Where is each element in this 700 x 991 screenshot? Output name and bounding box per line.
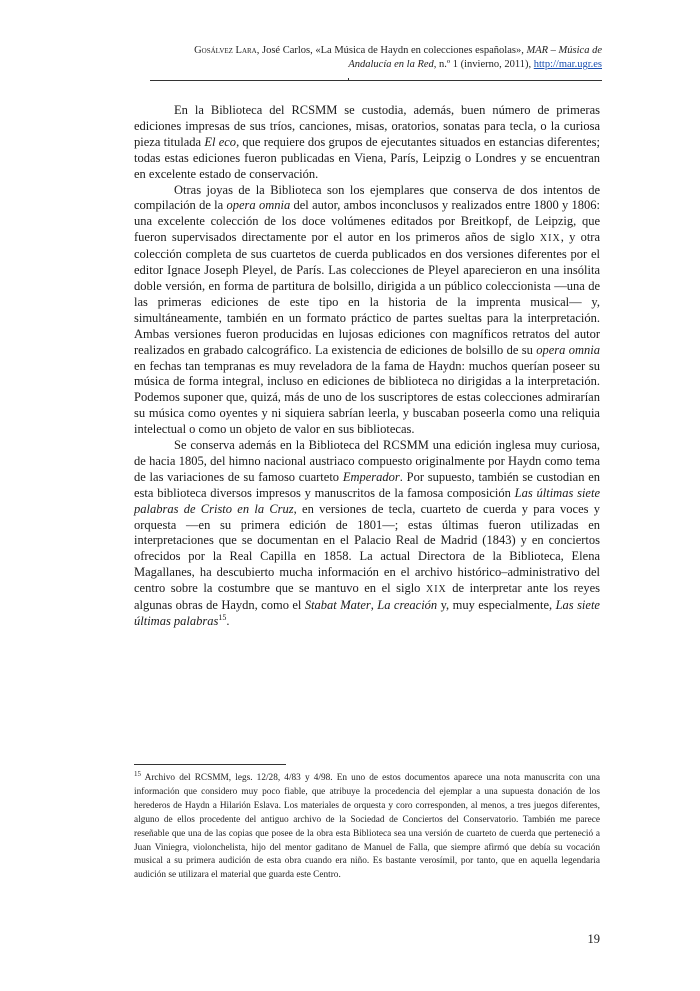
century-numeral: XIX — [425, 584, 447, 596]
work-title: Emperador — [342, 469, 400, 484]
footnote-text: Archivo del RCSMM, legs. 12/28, 4/83 y 4/98. En uno de estos documentos aparece una nota manuscrita con una información que considero muy poco fiable, que atribuye la procedencia del ejemplar a una supuesta donación de los herederos de Haydn a Hilarión Eslava. Los materiales de orquesta y coro corresponden, al menos, a tres juegos diferentes, alguno de ellos procedente del antiguo archivo de la Sociedad de Conciertos del Conservatorio. También me parece reseñable que una de las copias que posee de la obra esta Biblioteca sea una versión de cuarteto de cuerda que perteneció a Juan Viniegra, violonchelista, hijo del mentor gaditano de Manuel de Falla, que siempre afirmó que debía su vocación musical a su primera audición de esta obra cuando era niño. Es bastante verosímil, por tanto, que en aquella legendaria audición se utilizara el material que guarda este Centro. — [134, 773, 600, 881]
main-text — [134, 103, 600, 630]
header-journal-link[interactable]: http://mar.ugr.es — [533, 59, 602, 70]
header-divider — [150, 80, 602, 81]
footnote — [134, 769, 600, 883]
running-header — [150, 44, 602, 72]
header-divider-tick — [348, 78, 349, 81]
footnote-divider — [134, 764, 286, 765]
work-title: Stabat Mater — [304, 598, 371, 613]
work-title: La creación — [377, 598, 438, 613]
work-title: Las últimas siete palabras de Cristo en la Cruz — [134, 485, 600, 516]
header-citation: José Carlos, «La Música de Haydn en colecciones españolas», — [259, 45, 527, 56]
latin-term: opera omnia — [536, 342, 600, 357]
paragraph-3: Se conserva además en la Biblioteca del RCSMM una edición inglesa muy curiosa, de hacia 1805, del himno nacional austriaco compuesto originalmente por Haydn como tema de las variaciones de su famoso cuarteto Emperador. Por supuesto, también se custodian en esta biblioteca diversos impresos y manuscritos de la famosa composición Las últimas siete palabras de Cristo en la Cruz, en versiones de tecla, cuarteto de cuerda y para voces y orquesta —en su primera edición de 1801—; estas últimas fueron utilizadas en interpretaciones que se documentan en el Palacio Real de Madrid (1843) y en conciertos ofrecidos por la Real Capilla en 1858. La actual Directora de la Biblioteca, Elena Magallanes, ha descubierto mucha información en el archivo histórico–administrativo del centro sobre la costumbre que se mantuvo en el siglo XIX de interpretar ante los reyes algunas obras de Haydn, como el Stabat Mater, La creación y, muy especialmente, Las siete últimas palabras$^{15}$. — [134, 438, 601, 628]
page-number: 19 — [587, 932, 600, 946]
work-title: El eco — [204, 134, 237, 149]
header-author-surname: Gosálvez Lara, — [194, 45, 260, 56]
footnote-marker: 15 — [134, 769, 141, 778]
footnote-reference[interactable]: 15 — [218, 612, 227, 622]
paragraph-2: Otras joyas de la Biblioteca son los ejemplares que conserva de dos intentos de compilación de la opera omnia del autor, ambos inconclusos y realizados entre 1800 y 1806: una excelente colección de los doce volúmenes editados por Breitkopf, de Leipzig, que fueron supervisados directamente por el autor en los primeros años de siglo XIX, y otra colección completa de sus cuartetos de cuerda publicados en dos versiones diferentes por el editor Ignace Joseph Pleyel, de París. Las colecciones de Pleyel aparecieron en una insólita doble versión, en forma de partitura de bolsillo, dirigida a un público coleccionista —una de las primeras ediciones de este tipo en la historia de la imprenta musical— y, simultáneamente, también en un formato práctico de partes sueltas para la interpretación. Ambas versiones fueron producidas en lujosas ediciones con magníficos retratos del autor realizados en grabado calcográfico. La existencia de ediciones de bolsillo de su opera omnia en fechas tan tempranas es muy reveladora de la fama de Haydn: muchos querían poseer su música de forma integral, incluso en ediciones de biblioteca no dirigidas a la interpretación. Podemos suponer que, quizá, más de uno de los suscriptores de estas colecciones admirarían su música como oyentes y ni siquiera sabrían leerla, y buscaban poseerla como una reliquia intelectual o como un objeto de valor en sus bibliotecas. — [134, 182, 601, 437]
footnote-15 — [134, 769, 600, 883]
century-numeral: XIX — [539, 233, 561, 245]
header-issue: , n.º 1 (invierno, 2011), — [433, 59, 534, 70]
header-journal-title: MAR – Música de Andalucía en la Red — [348, 45, 602, 70]
paragraph-1: En la Biblioteca del RCSMM se custodia, además, buen número de primeras ediciones impresas de sus tríos, canciones, misas, oratorios, sonatas para tecla, o la curiosa pieza titulada El eco, que requiere dos grupos de ejecutantes situados en estancias diferentes; todas estas ediciones fueron publicadas en Viena, París, Leipzig o Londres y se encuentran en excelente estado de conservación. — [134, 103, 600, 181]
work-title: Las siete últimas palabras — [134, 598, 600, 628]
latin-term: opera omnia — [226, 198, 291, 213]
